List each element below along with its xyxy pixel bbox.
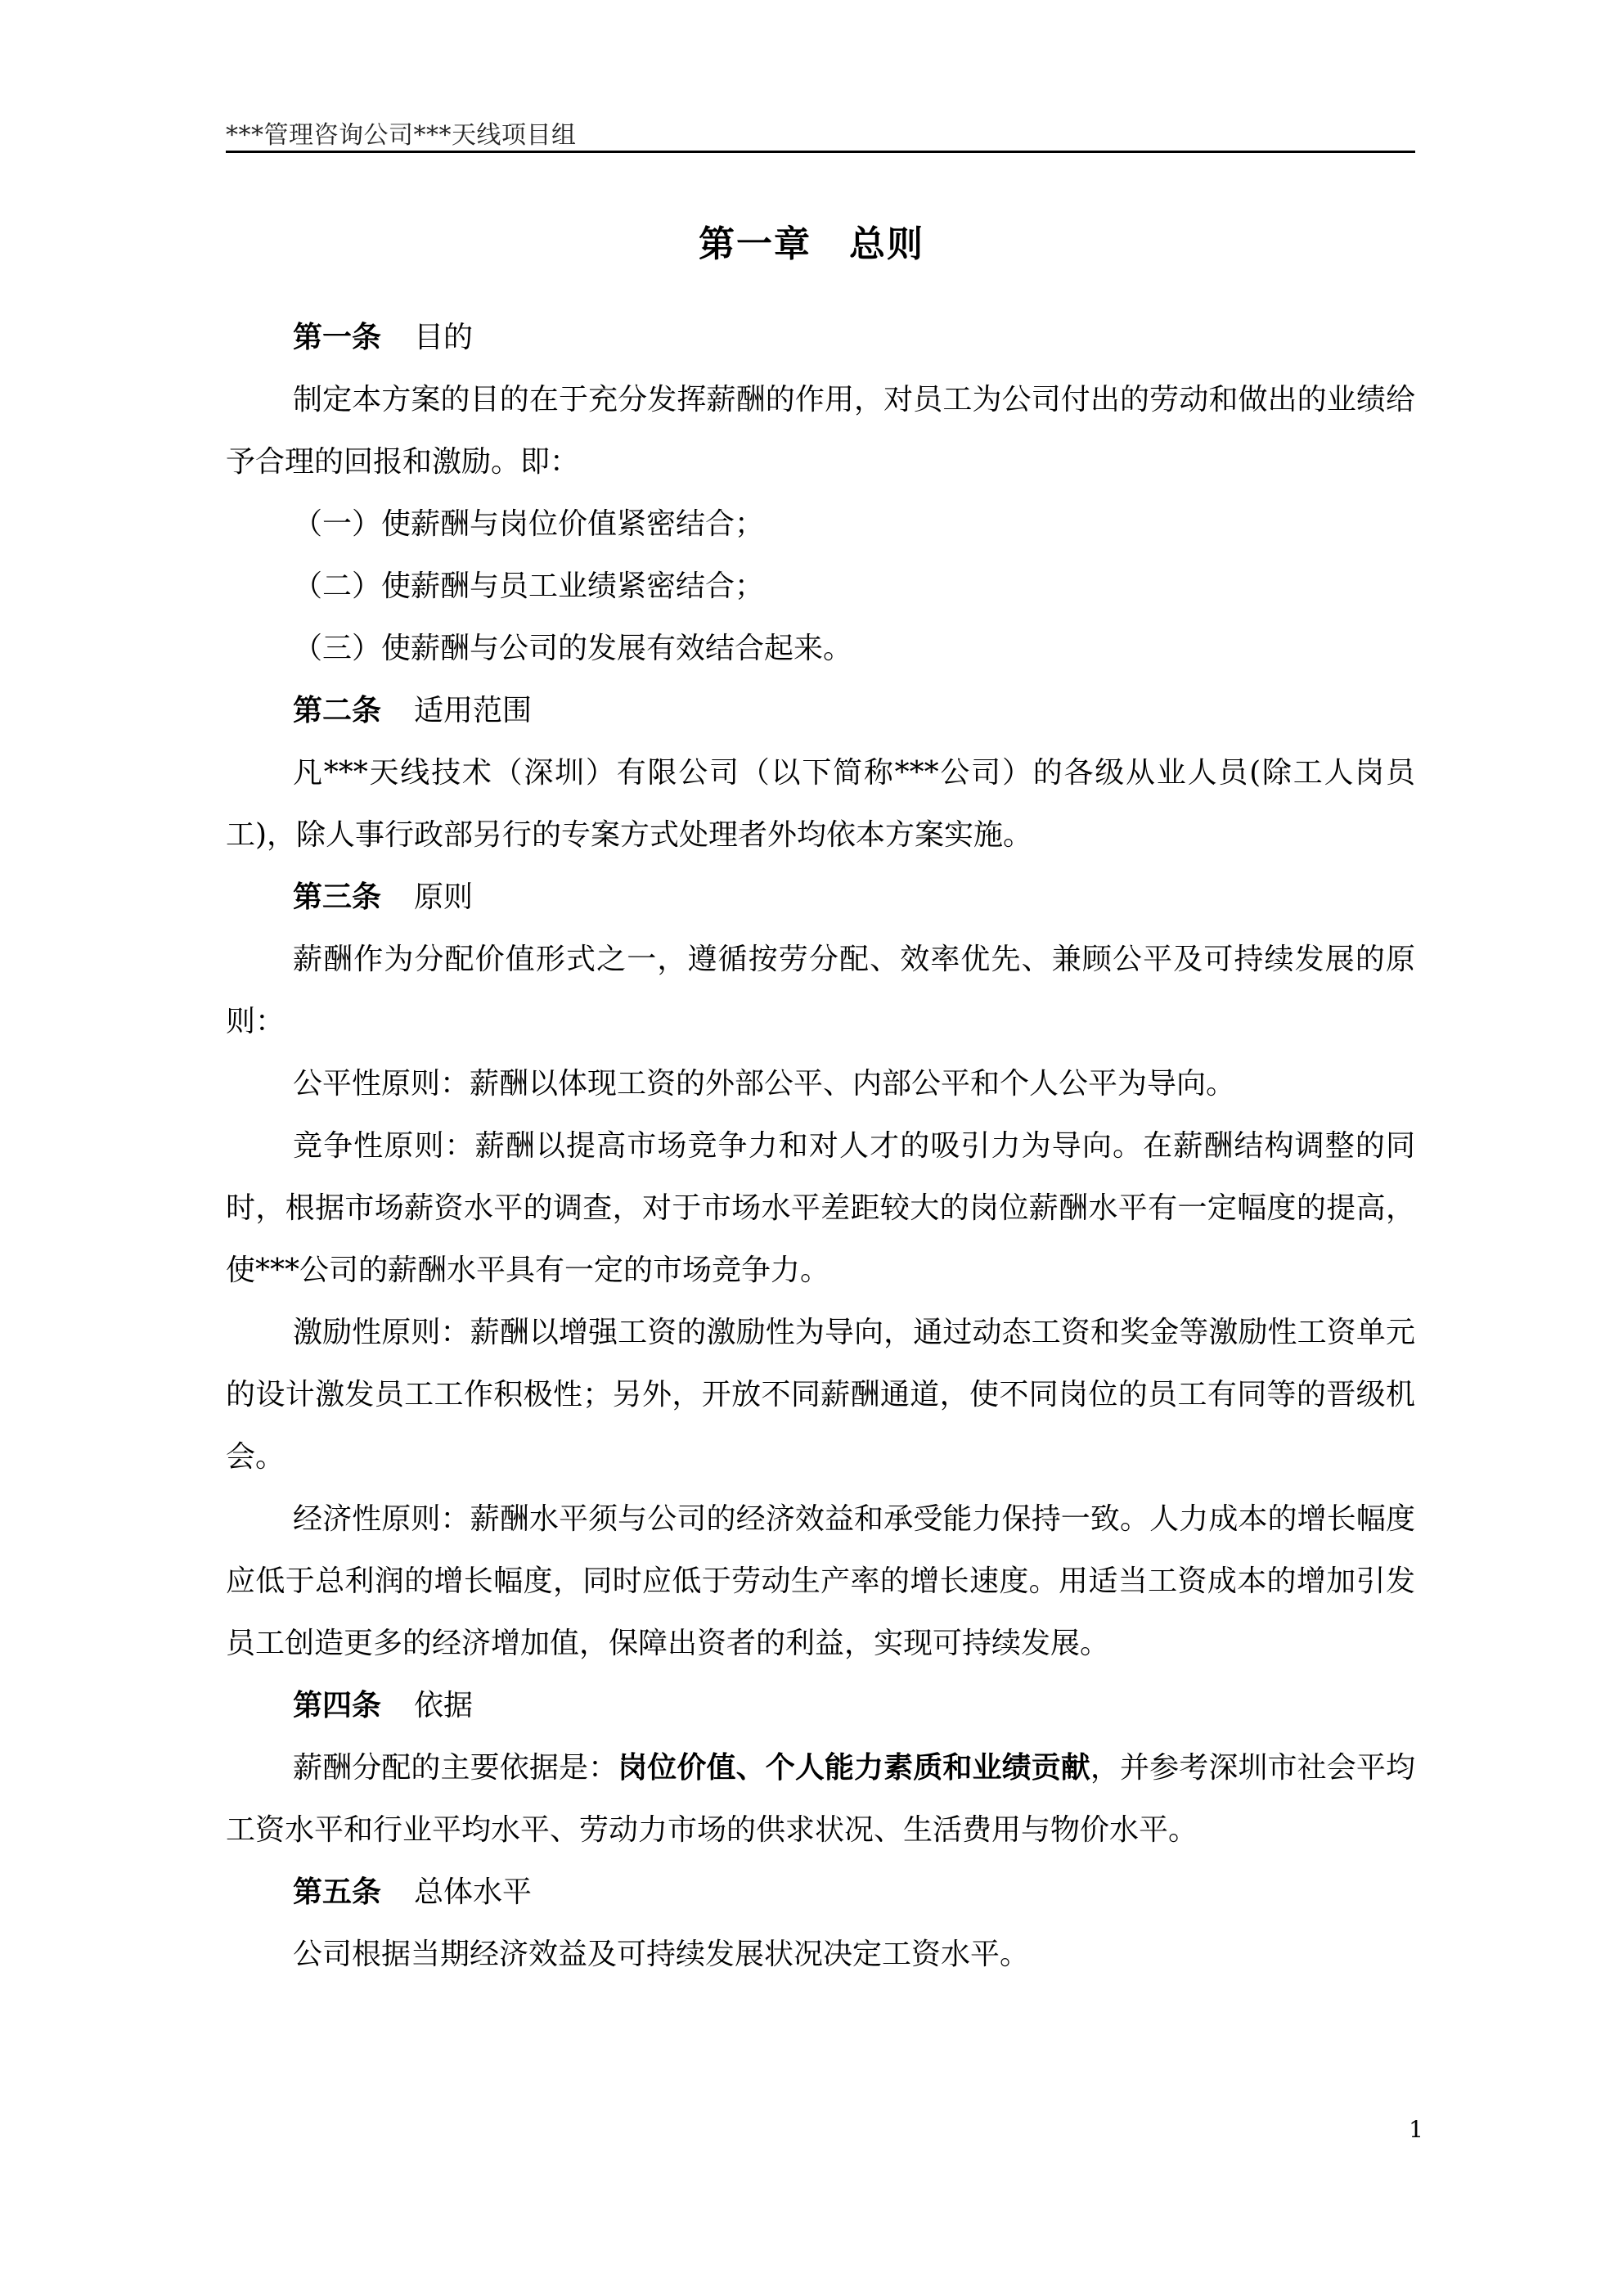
header-divider (226, 151, 1415, 153)
page-number: 1 (1409, 2116, 1423, 2143)
article-name: 原则 (414, 880, 474, 914)
list-item: （三）使薪酬与公司的发展有效结合起来。 (293, 632, 853, 665)
article-heading (226, 867, 1415, 929)
basis-text: 薪酬分配的主要依据是： (293, 1751, 618, 1785)
article-heading (226, 307, 1415, 369)
article-name: 依据 (414, 1689, 474, 1722)
list-item: （一）使薪酬与岗位价值紧密结合； (293, 507, 765, 541)
list-item: （二）使薪酬与员工业绩紧密结合； (293, 569, 765, 603)
paragraph: 公司根据当期经济效益及可持续发展状况决定工资水平。 (293, 1938, 1030, 1971)
paragraph: 制定本方案的目的在于充分发挥薪酬的作用，对员工为公司付出的劳动和做出的业绩给予合理的回报和激励。即： (226, 383, 1415, 479)
chapter-title: 第一章 总则 (699, 223, 924, 265)
article-number: 第五条 (293, 1875, 382, 1909)
paragraph (226, 1737, 1415, 1862)
article-number: 第四条 (293, 1689, 382, 1722)
article-heading (226, 1862, 1415, 1924)
article-name: 目的 (414, 321, 474, 354)
running-header: ***管理咨询公司***天线项目组 (226, 121, 577, 150)
principle-paragraph: 激励性原则：薪酬以增强工资的激励性为导向，通过动态工资和奖金等激励性工资单元的设计激发员工工作积极性；另外，开放不同薪酬通道，使不同岗位的员工有同等的晋级机会。 (226, 1316, 1415, 1474)
basis-text: ，并参考深圳市社会平均工资水平和行业平均水平、劳动力市场的供求状况、生活费用与物价水平。 (226, 1751, 1415, 1847)
article-name: 总体水平 (414, 1875, 533, 1909)
paragraph: 凡***天线技术（深圳）有限公司（以下简称***公司）的各级从业人员(除工人岗员工)，除人事行政部另行的专案方式处理者外均依本方案实施。 (226, 756, 1415, 852)
principle-paragraph: 公平性原则：薪酬以体现工资的外部公平、内部公平和个人公平为导向。 (293, 1067, 1236, 1101)
document-body (226, 307, 1415, 1986)
paragraph: 薪酬作为分配价值形式之一，遵循按劳分配、效率优先、兼顾公平及可持续发展的原则： (226, 943, 1415, 1038)
basis-emphasis: 岗位价值、个人能力素质和业绩贡献 (618, 1751, 1090, 1785)
principle-paragraph: 经济性原则：薪酬水平须与公司的经济效益和承受能力保持一致。人力成本的增长幅度应低于总利润的增长幅度，同时应低于劳动生产率的增长速度。用适当工资成本的增加引发员工创造更多的经济增加值，保障出资者的利益，实现可持续发展。 (226, 1502, 1415, 1660)
article-name: 适用范围 (414, 694, 533, 727)
article-number: 第三条 (293, 880, 382, 914)
principle-paragraph: 竞争性原则：薪酬以提高市场竞争力和对人才的吸引力为导向。在薪酬结构调整的同时，根据市场薪资水平的调查，对于市场水平差距较大的岗位薪酬水平有一定幅度的提高，使***公司的薪酬水平具有一定的市场竞争力。 (226, 1129, 1415, 1287)
article-number: 第二条 (293, 694, 382, 727)
article-heading (226, 680, 1415, 742)
article-number: 第一条 (293, 321, 382, 354)
article-heading (226, 1675, 1415, 1737)
